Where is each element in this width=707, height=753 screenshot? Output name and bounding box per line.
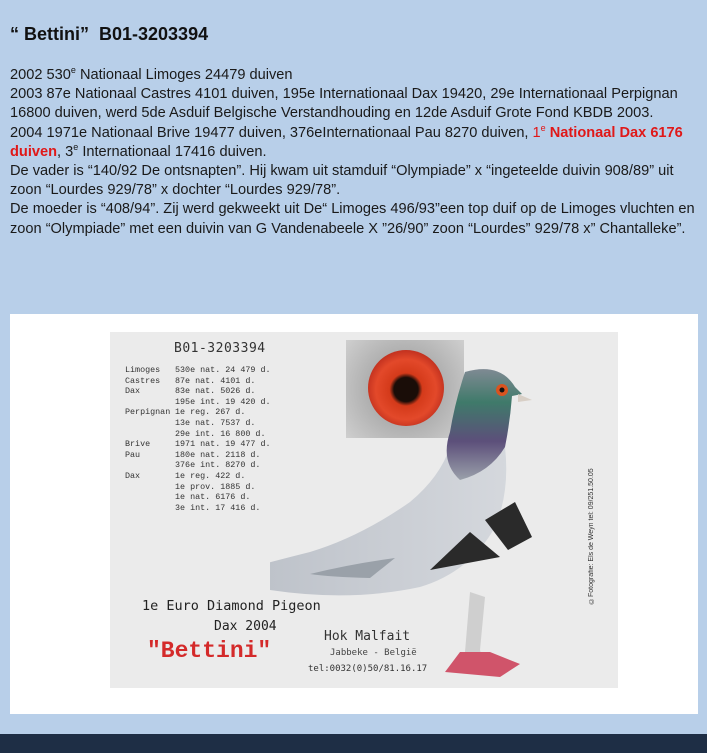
- result-2004-c: Internationaal 17416 duiven.: [78, 143, 267, 160]
- page-title: “ Bettini” B01-3203394: [10, 24, 209, 44]
- photo-credit: ©Fotografie: Els de Weyn tel: 09/251.50.05: [588, 468, 595, 604]
- ring-number: B01-3203394: [174, 341, 266, 356]
- result-place: Perpignan: [125, 407, 171, 418]
- loft-location: Jabbeke - België: [330, 648, 417, 658]
- result-place: [125, 460, 175, 471]
- loft-name: Hok Malfait: [324, 629, 411, 644]
- loft-phone: tel:0032(0)50/81.16.17: [308, 664, 428, 674]
- mother-text: De moeder is “408/94”. Zij werd gekweekt uit De“ Limoges 496/93”een top duif op de Limoges vluchten en zoon “Olympiade” met een duivin van G Vandenabeele X ”26/90” zoon “Lourdes” 929/78 x” Chantalleke”.: [10, 201, 695, 237]
- result-text: 1e nat. 6176 d.: [175, 492, 251, 503]
- highlight-sup: e: [540, 122, 546, 133]
- result-place: Castres: [125, 375, 161, 386]
- father-text: De vader is “140/92 De ontsnapten”. Hij kwam uit stamduif “Olympiade” x “ingeteelde duivin 908/89” uit zoon “Lourdes 929/78” x dochter “Lourdes 929/78”.: [10, 163, 674, 199]
- result-place: Dax: [125, 386, 141, 397]
- result-place: [125, 492, 175, 503]
- result-text: 195e int. 19 420 d.: [175, 396, 271, 407]
- result-text: 83e nat. 5026 d.: [175, 386, 256, 397]
- pedigree-text: [10, 66, 700, 239]
- result-text: 376e int. 8270 d.: [175, 460, 261, 471]
- result-text: 530e nat. 24 479 d.: [175, 365, 271, 375]
- result-text: 1e prov. 1885 d.: [175, 481, 256, 492]
- highlight-num: 1: [532, 124, 541, 141]
- diamond-title: 1e Euro Diamond Pigeon: [142, 598, 321, 614]
- result-text: 180e nat. 2118 d.: [175, 449, 261, 460]
- result-text: 1e reg. 422 d.: [175, 470, 246, 481]
- result-2004-a: 2004 1971e Nationaal Brive 19477 duiven, 376eInternationaal Pau 8270 duiven,: [10, 124, 533, 141]
- result-text: 1971 nat. 19 477 d.: [175, 439, 271, 450]
- result-place: [125, 429, 175, 440]
- result-2002-a: 2002 530: [10, 67, 71, 83]
- result-place: Limoges: [125, 365, 161, 375]
- result-place: Pau: [125, 449, 141, 460]
- highlight-dax: Nationaal Dax 6176 duiven: [10, 124, 683, 160]
- result-place: [125, 482, 175, 493]
- pigeon-photo: [270, 352, 610, 688]
- result-place: Dax: [125, 470, 141, 481]
- result-text: 87e nat. 4101 d.: [175, 375, 256, 386]
- result-place: [125, 397, 175, 408]
- result-2003: 2003 87e Nationaal Castres 4101 duiven, 195e Internationaal Dax 19420, 29e Internationaal Perpignan 16800 duiven, werd 5de Asduif Belgische Verstandhouding en 12de Asduif Grote Fond KBDB 2003.: [10, 86, 678, 122]
- sup-e: e: [70, 65, 76, 76]
- result-2002-b: Nationaal Limoges 24479 duiven: [75, 67, 293, 83]
- result-2002: [10, 66, 700, 85]
- dax-year: Dax 2004: [214, 619, 277, 634]
- photo-panel: [10, 314, 698, 714]
- result-place: Brive: [125, 439, 151, 450]
- pigeon-name: "Bettini": [147, 638, 272, 664]
- result-text: 29e int. 16 800 d.: [175, 428, 266, 439]
- pigeon-card: [110, 332, 618, 688]
- result-place: [125, 503, 175, 514]
- result-2004: [10, 124, 700, 162]
- result-2004-b: , 3: [57, 143, 74, 160]
- result-place: [125, 418, 175, 429]
- result-text: 3e int. 17 416 d.: [175, 502, 261, 513]
- sup-e-2: e: [73, 141, 79, 152]
- result-text: 1e reg. 267 d.: [175, 407, 246, 418]
- footer-bar: [0, 734, 707, 753]
- result-text: 13e nat. 7537 d.: [175, 417, 256, 428]
